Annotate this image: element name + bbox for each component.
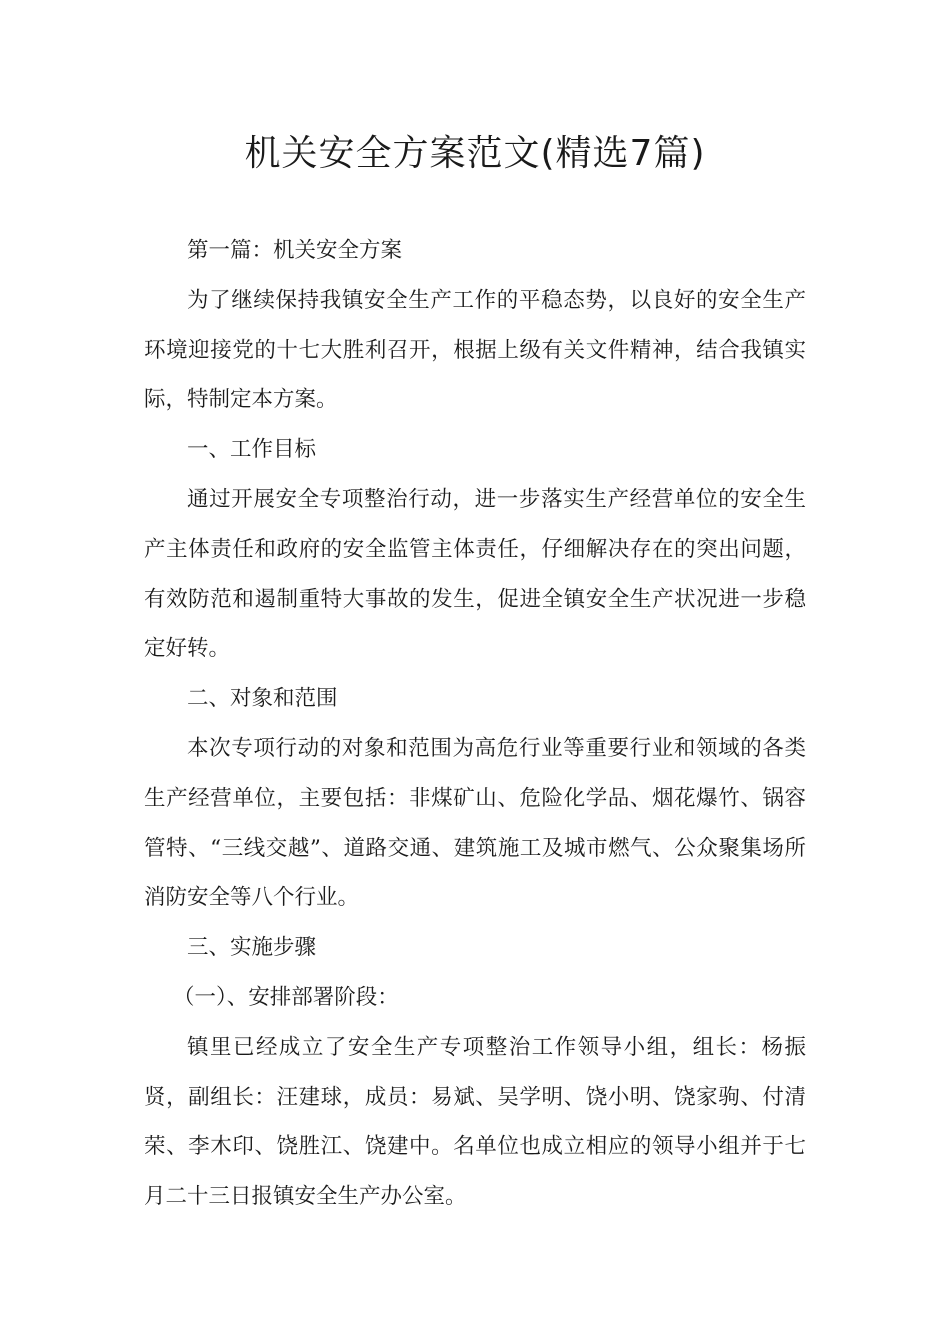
paragraph-deployment: 镇里已经成立了安全生产专项整治工作领导小组，组长：杨振贤，副组长：汪建球，成员：易斌、吴学明、饶小明、饶家驹、付清荣、李木印、饶胜江、饶建中。名单位也成立相应的领导小组并于七月二十三日报镇安全生产办公室。 bbox=[144, 1034, 806, 1210]
subsection-heading-deployment: （一）、安排部署阶段： bbox=[173, 984, 399, 1010]
paragraph-intro: 为了继续保持我镇安全生产工作的平稳态势，以良好的安全生产环境迎接党的十七大胜利召开，根据上级有关文件精神，结合我镇实际，特制定本方案。 bbox=[144, 287, 806, 413]
section-heading-goals: 一、工作目标 bbox=[187, 437, 317, 463]
paragraph-goals: 通过开展安全专项整治行动，进一步落实生产经营单位的安全生产主体责任和政府的安全监管主体责任，仔细解决存在的突出问题，有效防范和遏制重特大事故的发生，促进全镇安全生产状况进一步稳定好转。 bbox=[144, 486, 806, 662]
section-heading-steps: 三、实施步骤 bbox=[187, 935, 317, 961]
paragraph-scope: 本次专项行动的对象和范围为高危行业等重要行业和领域的各类生产经营单位，主要包括：非煤矿山、危险化学品、烟花爆竹、锅容管特、“三线交越”、道路交通、建筑施工及城市燃气、公众聚集场所消防安全等八个行业。 bbox=[144, 735, 806, 911]
document-body bbox=[144, 226, 806, 1222]
document-title: 机关安全方案范文(精选7篇) bbox=[244, 133, 706, 174]
section-heading-chapter-1: 第一篇：机关安全方案 bbox=[187, 238, 403, 263]
section-heading-scope: 二、对象和范围 bbox=[187, 686, 338, 712]
